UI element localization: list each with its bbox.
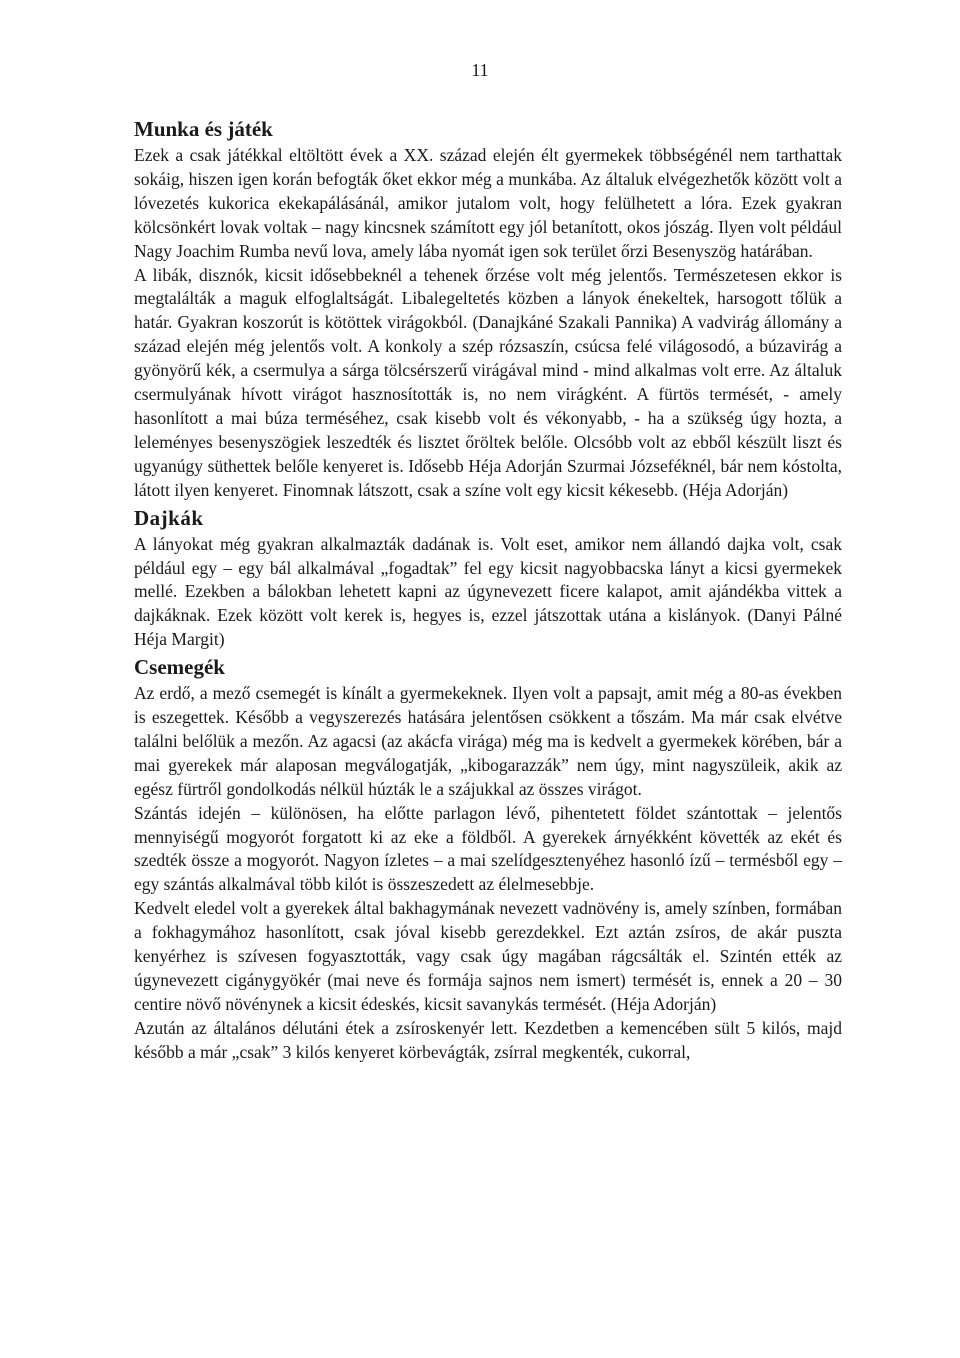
paragraph: Az erdő, a mező csemegét is kínált a gyermekeknek. Ilyen volt a papsajt, amit még a 80-as években is eszegettek. Később a vegyszerezés hatására jelentősen csökkent a tőszám. Ma már csak elvétve találni belőlük a mezőn. Az agacsi (az akácfa virága) még ma is kedvelt a gyermekek körében, bár a mai gyerekek már alaposan megválogatják, „kibogarazzák” nem úgy, mint nagyszüleik, akik az egész fürtről gondolkodás nélkül húzták le a szájukkal az összes virágot.: [134, 683, 842, 799]
paragraph: A lányokat még gyakran alkalmazták dadának is. Volt eset, amikor nem állandó dajka volt, csak például egy – egy bál alkalmával „fogadtak” fel egy kicsit nagyobbacska lányt a kicsi gyermekek mellé. Ezekben a bálokban lehetett kapni az úgynevezett ficere kalapot, amit ajándékba vittek a dajkáknak. Ezek között volt kerek is, hegyes is, ezzel játszottak utána a kislányok. (Danyi Pálné Héja Margit): [134, 533, 842, 650]
section-heading-csemegek: Csemegék: [134, 655, 225, 680]
paragraph: Ezek a csak játékkal eltöltött évek a XX. század elején élt gyermekek többségénél nem tarthattak sokáig, hiszen igen korán befogták őket ekkor még a munkába. Az általuk elvégezhetők között volt a lóvezetés kukorica ekekapálásánál, amikor jutalom volt, hogy felülhetett a lóra. Ezek gyakran kölcsönkért lovak voltak – nagy kincsnek számított egy jól betanított, okos jószág. Ilyen volt például Nagy Joachim Rumba nevű lova, amely lába nyomát igen sok terület őrzi Besenyszög határában.: [134, 145, 842, 261]
paragraph: Azután az általános délutáni étek a zsíroskenyér lett. Kezdetben a kemencében sült 5 kilós, majd később a már „csak” 3 kilós kenyeret körbevágták, zsírral megkenték, cukorral,: [134, 1017, 842, 1062]
section-heading-dajkak: Dajkák: [134, 505, 204, 530]
page-content: [134, 114, 842, 1065]
paragraph: Kedvelt eledel volt a gyerekek által bakhagymának nevezett vadnövény is, amely színben, formában a fokhagymához hasonlított, csak jóval kisebb gerezdekkel. Ezt aztán zsíros, de akár puszta kenyérhez is szívesen fogyasztották, vagy csak úgy magában rágcsálták el. Szintén ették az úgynevezett cigánygyökér (mai neve és formája sajnos nem ismert) termését is, ennek a 20 – 30 centire növő növénynek a kicsit édeskés, kicsit savanykás termését. (Héja Adorján): [134, 898, 842, 1014]
page-number: 11: [471, 60, 489, 80]
section-heading-munka-es-jatek: Munka és játék: [134, 117, 273, 141]
paragraph: Szántás idején – különösen, ha előtte parlagon lévő, pihentetett földet szántottak – jelentős mennyiségű mogyorót forgatott ki az eke a földből. A gyerekek árnyékként követték az ekét és szedték össze a mogyorót. Nagyon ízletes – a mai szelídgesztenyéhez hasonló ízű – termésből egy – egy szántás alkalmával több kilót is összeszedett az élelmesebbje.: [134, 802, 842, 895]
paragraph: A libák, disznók, kicsit idősebbeknél a tehenek őrzése volt még jelentős. Természetesen ekkor is megtalálták a maguk elfoglaltságát. Libalegeltetés közben a lányok énekeltek, harsogott tőlük a határ. Gyakran koszorút is kötöttek virágokból. (Danajkáné Szakali Pannika) A vadvirág állomány a század elején még jelentős volt. A konkoly a szép rózsaszín, csúcsa felé világosodó, a búzavirág a gyönyörű kék, a csermulya a sárga tölcsérszerű virágával mind - mind alkalmas volt erre. Az általuk csermulyának hívott virágot hasznosították is, no nem virágként. A fürtös termését, - amely hasonlított a mai búza terméséhez, csak kisebb volt és vékonyabb, - ha a szükség úgy hozta, a leleményes besenyszögiek leszedték és lisztet őröltek belőle. Olcsóbb volt az ebből készült liszt és ugyanúgy süthettek belőle kenyeret is. Idősebb Héja Adorján Szurmai Józseféknél, bár nem kóstolta, látott ilyen kenyeret. Finomnak látszott, csak a színe volt egy kicsit kékesebb. (Héja Adorján): [134, 264, 842, 500]
